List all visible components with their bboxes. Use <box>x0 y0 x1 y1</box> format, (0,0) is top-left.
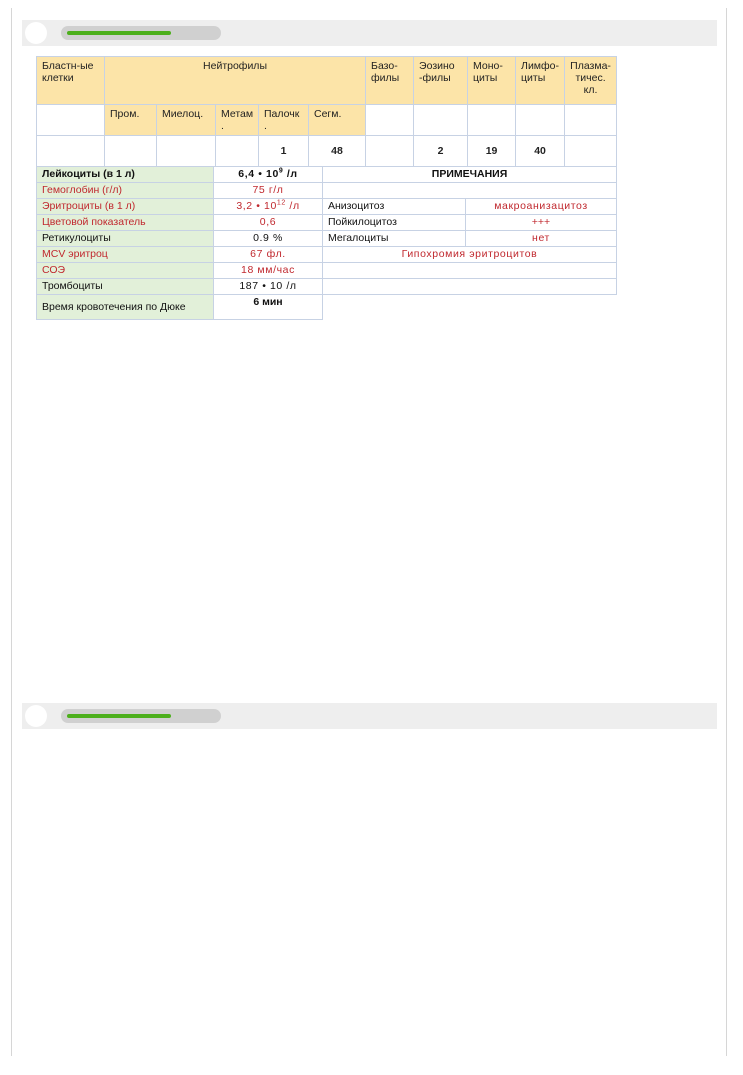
subheader-blank <box>516 105 565 136</box>
lab-value: 75 г/л <box>214 183 323 199</box>
note-value: +++ <box>466 215 617 231</box>
page-border-left <box>11 8 12 1056</box>
lab-label: Ретикулоциты <box>37 231 214 247</box>
header-monocytes: Моно-циты <box>468 57 516 105</box>
lab-results-table <box>36 166 617 320</box>
value-metam <box>216 136 259 167</box>
header-blast: Бластн-ые клетки <box>37 57 105 105</box>
lab-label: Тромбоциты <box>37 279 214 295</box>
lab-label: Гемоглобин (г/л) <box>37 183 214 199</box>
header-lymphocytes: Лимфо-циты <box>516 57 565 105</box>
avatar-circle[interactable] <box>25 22 47 44</box>
lab-value: 6,4 • $10^9$ /л <box>214 167 323 183</box>
value-eosinophils: 2 <box>414 136 468 167</box>
lab-value: 3,2 • $10^{12}$ /л <box>214 199 323 215</box>
progress-track <box>61 709 221 723</box>
header-plasma: Плазма-тичес. кл. <box>565 57 617 105</box>
subheader-blank <box>366 105 414 136</box>
note-full: Гипохромия эритроцитов <box>323 247 617 263</box>
lab-value: 0.9 % <box>214 231 323 247</box>
value-blast <box>37 136 105 167</box>
notes-empty <box>323 279 617 295</box>
header-eosinophils: Эозино -филы <box>414 57 468 105</box>
subheader-palochk: Палочк . <box>259 105 309 136</box>
header-neutrophils: Нейтрофилы <box>105 57 366 105</box>
lab-value: 18 мм/час <box>214 263 323 279</box>
notes-empty <box>323 263 617 279</box>
notes-empty <box>323 183 617 199</box>
lab-label: Эритроциты (в 1 л) <box>37 199 214 215</box>
value-monocytes: 19 <box>468 136 516 167</box>
note-label: Анизоцитоз <box>323 199 466 215</box>
notes-blank <box>323 295 617 320</box>
blood-cell-count-table <box>36 56 617 167</box>
note-value: нет <box>466 231 617 247</box>
toolbar-top <box>22 20 717 46</box>
lab-value: 0,6 <box>214 215 323 231</box>
avatar-circle[interactable] <box>25 705 47 727</box>
value-segm: 48 <box>309 136 366 167</box>
notes-header: ПРИМЕЧАНИЯ <box>323 167 617 183</box>
lab-label: Время кровотечения по Дюке <box>37 295 214 320</box>
subheader-blank <box>37 105 105 136</box>
lab-label: Цветовой показатель <box>37 215 214 231</box>
subheader-blank <box>414 105 468 136</box>
progress-fill <box>67 31 171 35</box>
lab-value: 6 мин <box>214 295 323 320</box>
toolbar-bottom <box>22 703 717 729</box>
note-label: Пойкилоцитоз <box>323 215 466 231</box>
page-border-right <box>726 8 727 1056</box>
subheader-blank <box>468 105 516 136</box>
note-value: макроанизацитоз <box>466 199 617 215</box>
lab-value: 67 фл. <box>214 247 323 263</box>
subheader-segm: Сегм. <box>309 105 366 136</box>
value-plasma <box>565 136 617 167</box>
lab-label: Лейкоциты (в 1 л) <box>37 167 214 183</box>
lab-value: 187 • 10 /л <box>214 279 323 295</box>
lab-label: MCV эритроц <box>37 247 214 263</box>
header-basophils: Базо-филы <box>366 57 414 105</box>
subheader-mielo: Миелоц. <box>157 105 216 136</box>
lab-label: СОЭ <box>37 263 214 279</box>
progress-fill <box>67 714 171 718</box>
value-basophils <box>366 136 414 167</box>
value-lymphocytes: 40 <box>516 136 565 167</box>
value-palochk: 1 <box>259 136 309 167</box>
subheader-metam: Метам . <box>216 105 259 136</box>
note-label: Мегалоциты <box>323 231 466 247</box>
progress-track <box>61 26 221 40</box>
value-mielo <box>157 136 216 167</box>
value-prom <box>105 136 157 167</box>
subheader-blank <box>565 105 617 136</box>
subheader-prom: Пром. <box>105 105 157 136</box>
